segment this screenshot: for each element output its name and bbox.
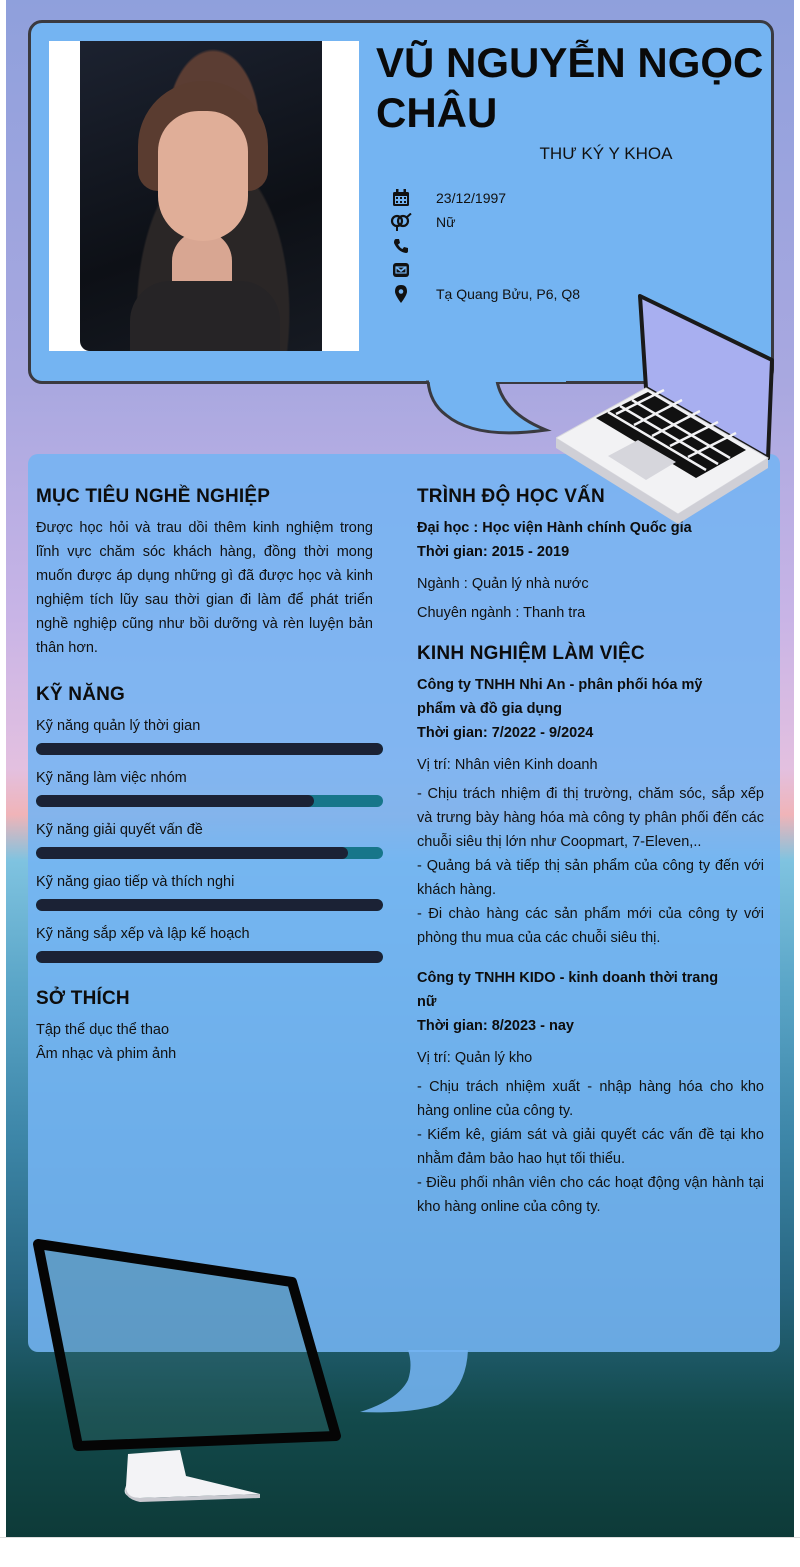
skill-item [36, 716, 373, 768]
job-company: Công ty TNHH KIDO - kinh doanh thời trang nữ [417, 970, 719, 1010]
candidate-name: VŨ NGUYỄN NGỌC CHÂU [376, 39, 764, 136]
skills-heading: KỸ NĂNG [36, 684, 126, 705]
job-title: THƯ KÝ Y KHOA [539, 144, 673, 163]
profile-photo-frame [49, 41, 359, 351]
hobby-item: Tập thể dục thể thao [36, 1022, 170, 1038]
skill-bar [36, 951, 383, 963]
location-icon [390, 284, 412, 304]
job-entry [417, 966, 764, 1219]
skill-bar [36, 795, 383, 807]
skill-bar-fill [36, 847, 348, 859]
info-row-address [390, 282, 580, 306]
job-duty: - Quảng bá và tiếp thị sản phẩm của công ty đến với khách hàng. [417, 858, 764, 898]
hobby-item: Âm nhạc và phim ảnh [36, 1046, 177, 1062]
skill-label: Kỹ năng làm việc nhóm [36, 770, 187, 786]
skill-item [36, 820, 373, 872]
objective-heading: MỤC TIÊU NGHỀ NGHIỆP [36, 486, 271, 507]
info-row-birthday [390, 186, 580, 210]
left-column [36, 486, 373, 1066]
skills-list [36, 716, 373, 976]
right-column [417, 486, 764, 1219]
page-bottom-strip [0, 1537, 800, 1567]
cv-page [6, 0, 794, 1537]
job-duty: - Kiểm kê, giám sát và giải quyết các vấn đề tại kho nhằm đảm bảo hao hụt tối thiểu. [417, 1127, 764, 1167]
job-duty: - Đi chào hàng các sản phẩm mới của công ty với phòng thu mua của các chuỗi siêu thị. [417, 906, 764, 946]
education-major: Ngành : Quản lý nhà nước [417, 576, 589, 592]
job-duty: - Chịu trách nhiệm đi thị trường, chăm sóc, sắp xếp và trưng bày hàng hóa mà công ty phân phối đến các chuỗi siêu thị lớn như Coopmart, 7-Eleven,.. [417, 786, 764, 850]
job-duty: - Chịu trách nhiệm xuất - nhập hàng hóa cho kho hàng online của công ty. [417, 1079, 764, 1119]
skill-bar-fill [36, 743, 383, 755]
education-heading: TRÌNH ĐỘ HỌC VẤN [417, 486, 605, 507]
skill-bar [36, 899, 383, 911]
skill-item [36, 872, 373, 924]
skill-bar [36, 743, 383, 755]
skill-label: Kỹ năng quản lý thời gian [36, 718, 201, 734]
job-entry [417, 673, 764, 950]
address-text: Tạ Quang Bửu, P6, Q8 [436, 286, 581, 302]
gender-icon [390, 212, 412, 232]
laptop-illustration [556, 288, 786, 528]
skill-item [36, 924, 373, 976]
hobbies-heading: SỞ THÍCH [36, 988, 130, 1009]
skill-bar [36, 847, 383, 859]
skill-bar-fill [36, 951, 383, 963]
skill-label: Kỹ năng giao tiếp và thích nghi [36, 874, 235, 890]
info-row-email [390, 258, 580, 282]
header-bubble-tail [426, 370, 566, 460]
skill-bar-fill [36, 795, 314, 807]
info-row-gender [390, 210, 580, 234]
birthday-text: 23/12/1997 [436, 190, 507, 206]
calendar-icon [390, 188, 412, 208]
gender-text: Nữ [436, 214, 456, 230]
education-school: Đại học : Học viện Hành chính Quốc gia [417, 520, 692, 536]
objective-text: Được học hỏi và trau dồi thêm kinh nghiệm trong lĩnh vực chăm sóc khách hàng, đồng thời mong muốn được áp dụng những gì đã được học và kinh nghiệm tích lũy sau thời gian đi làm để phát triển nghề nghiệp cũng như bồi dưỡng và rèn luyện bản thân hơn. [36, 520, 373, 656]
phone-icon [390, 236, 412, 256]
job-time: Thời gian: 8/2023 - nay [417, 1018, 574, 1034]
skill-bar-fill [36, 899, 383, 911]
education-specialization: Chuyên ngành : Thanh tra [417, 605, 586, 621]
job-duty: - Điều phối nhân viên cho các hoạt động vận hành tại kho hàng online của công ty. [417, 1175, 764, 1215]
job-position: Vị trí: Quản lý kho [417, 1050, 533, 1066]
contact-info [390, 186, 580, 306]
experience-heading: KINH NGHIỆM LÀM VIỆC [417, 643, 645, 664]
job-position: Vị trí: Nhân viên Kinh doanh [417, 757, 598, 773]
email-icon [390, 260, 412, 280]
skill-item [36, 768, 373, 820]
education-time: Thời gian: 2015 - 2019 [417, 544, 570, 560]
info-row-phone [390, 234, 580, 258]
job-time: Thời gian: 7/2022 - 9/2024 [417, 725, 594, 741]
job-company: Công ty TNHH Nhi An - phân phối hóa mỹ phẩm và đồ gia dụng [417, 677, 703, 717]
profile-photo [80, 41, 322, 351]
skill-label: Kỹ năng giải quyết vấn đề [36, 822, 203, 838]
monitor-illustration [30, 1236, 350, 1516]
skill-label: Kỹ năng sắp xếp và lập kế hoạch [36, 926, 250, 942]
content-bubble-tail [358, 1350, 468, 1414]
